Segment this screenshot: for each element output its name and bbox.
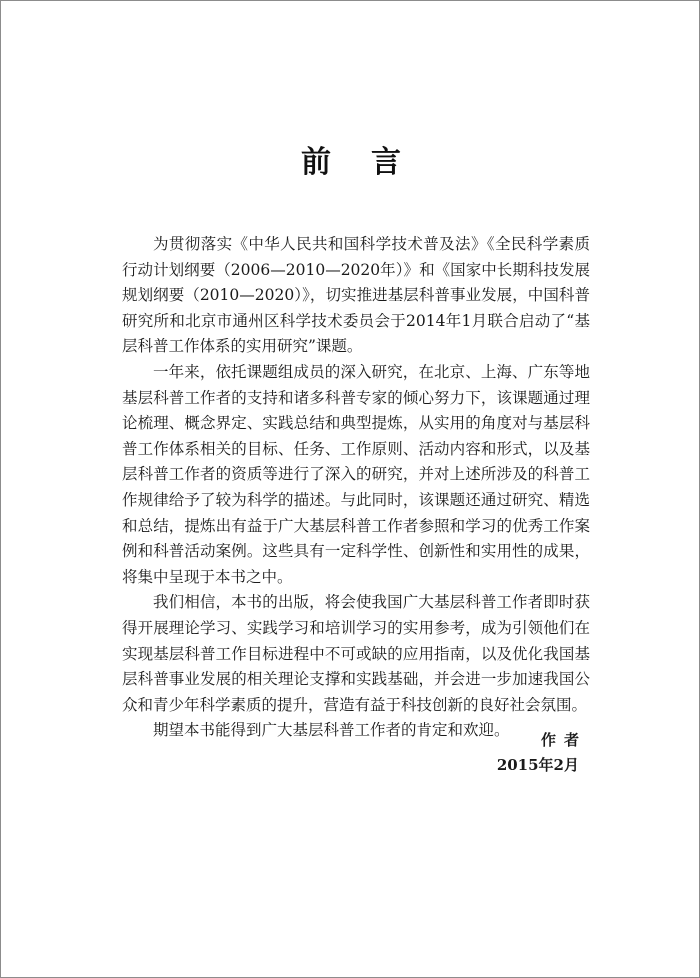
signature-block (496, 728, 587, 778)
signature-author: 作者 (540, 731, 587, 749)
signature-date: 2015年2月 (496, 756, 579, 774)
paragraph-4: 期望本书能得到广大基层科普工作者的肯定和欢迎。 (153, 721, 510, 740)
paragraph-2: 一年来，依托课题组成员的深入研究，在北京、上海、广东等地基层科普工作者的支持和诸多科普专家的倾心努力下，该课题通过理论梳理、概念界定、实践总结和典型提炼，从实用的角度对与基层科普工作体系相关的目标、任务、工作原则、活动内容和形式，以及基层科普工作者的资质等进行了深入的研究，并对上述所涉及的科普工作规律给予了较为科学的描述。与此同时，该课题还通过研究、精选和总结，提炼出有益于广大基层科普工作者参照和学习的优秀工作案例和科普活动案例。这些具有一定科学性、创新性和实用性的成果，将集中呈现于本书之中。 (122, 362, 590, 586)
paragraph-1: 为贯彻落实《中华人民共和国科学技术普及法》《全民科学素质行动计划纲要（2006—2010—2020年）》和《国家中长期科技发展规划纲要（2010—2020）》，切实推进基层科普事业发展，中国科普研究所和北京市通州区科学技术委员会于2014年1月联合启动了“基层科普工作体系的实用研究”课题。 (122, 235, 590, 356)
paragraph-3: 我们相信，本书的出版，将会使我国广大基层科普工作者即时获得开展理论学习、实践学习和培训学习的实用参考，成为引领他们在实现基层科普工作目标进程中不可或缺的应用指南，以及优化我国基层科普事业发展的相关理论支撑和实践基础，并会进一步加速我国公众和青少年科学素质的提升，营造有益于科技创新的良好社会氛围。 (122, 593, 590, 714)
page-title: 前言 (301, 145, 441, 180)
preface-body (122, 232, 590, 744)
